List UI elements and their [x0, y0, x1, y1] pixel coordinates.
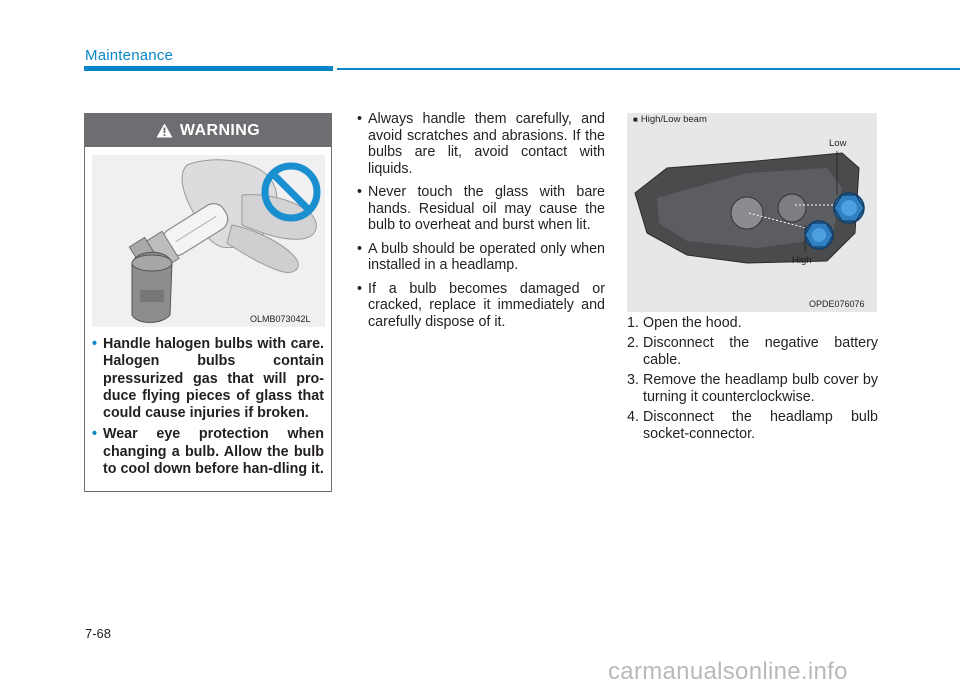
warning-triangle-icon: [156, 123, 173, 138]
step-item: 1. Open the hood.: [627, 315, 742, 331]
high-beam-label: High: [792, 255, 812, 266]
warning-item: • Handle halogen bulbs with care. Halogen bulbs contain pressurized gas that will pro-duce flying pieces of glass that could cause injuries if broken.: [92, 336, 324, 422]
header-rule-thick: [84, 66, 333, 71]
list-item: • Never touch the glass with bare hands. Residual oil may cause the bulb to overheat and burst when lit.: [357, 184, 605, 233]
figure-image-code: OPDE076076: [809, 299, 865, 309]
precaution-list: [355, 111, 605, 337]
step-item: 4. Disconnect the headlamp bulb socket-connector.: [627, 409, 878, 442]
warning-title: WARNING: [179, 121, 261, 139]
warning-list: [92, 336, 324, 482]
warning-image-code: OLMB073042L: [250, 314, 311, 324]
list-item: • Always handle them carefully, and avoid scratches and abrasions. If the bulbs are lit, avoid contact with liquids.: [357, 111, 605, 177]
halogen-bulb-illustration: [92, 155, 325, 327]
list-item: • A bulb should be operated only when installed in a headlamp.: [357, 240, 605, 273]
prohibited-icon: [260, 161, 322, 228]
low-beam-label: Low: [829, 138, 847, 149]
header-rule-thin: [337, 68, 960, 70]
warning-item: • Wear eye protection when changing a bulb. Allow the bulb to cool down before han-dling it.: [92, 426, 324, 478]
step-item: 3. Remove the headlamp bulb cover by turning it counterclockwise.: [627, 372, 878, 405]
watermark: carmanualsonline.info: [608, 658, 848, 685]
page-number: 7-68: [85, 626, 112, 641]
figure-caption: ■ High/Low beam: [633, 114, 707, 125]
procedure-steps: [627, 315, 878, 446]
list-item: • If a bulb becomes damaged or cracked, replace it immediately and carefully dispose of it.: [357, 280, 605, 330]
step-item: 2. Disconnect the negative battery cable.: [627, 335, 878, 368]
section-title: Maintenance: [85, 47, 174, 64]
warning-header: [85, 114, 331, 147]
